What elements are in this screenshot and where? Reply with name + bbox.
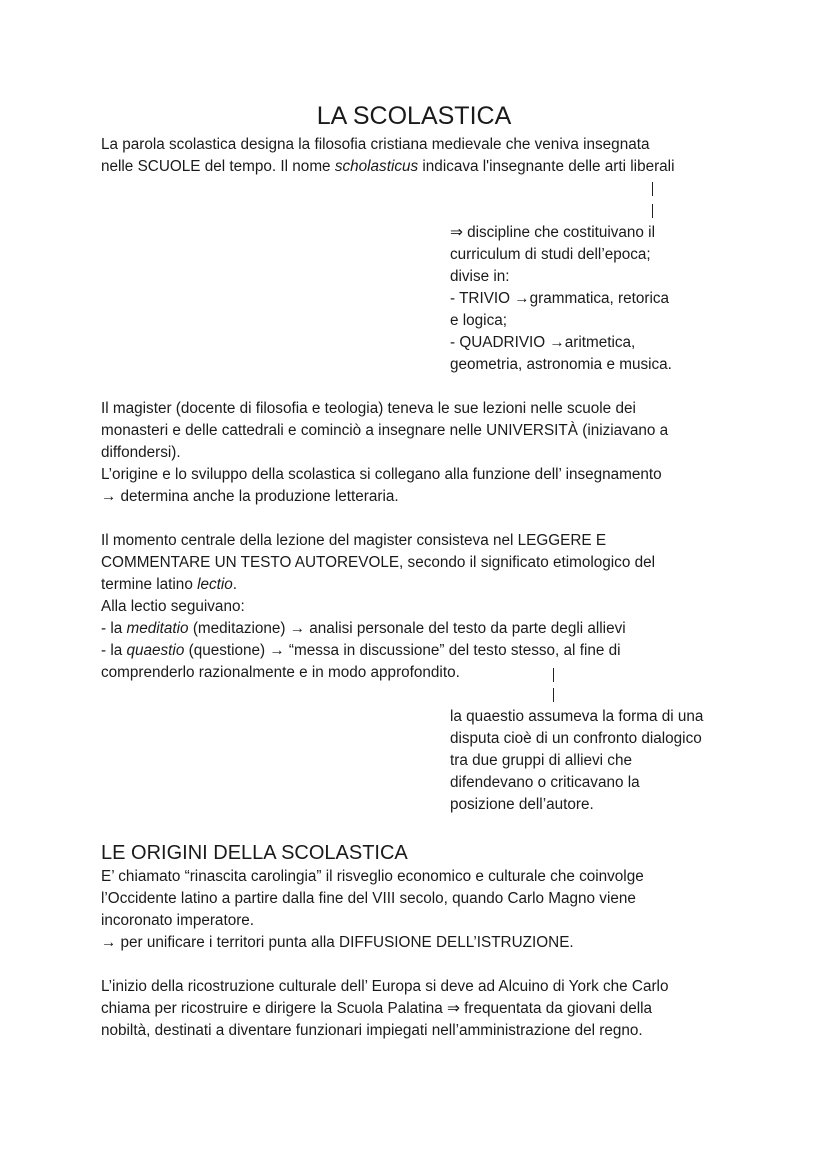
paragraph-line: L’inizio della ricostruzione culturale dell’ Europa si deve ad Alcuino di York che Carlo [101,978,669,995]
paragraph-line: E’ chiamato “rinascita carolingia” il risveglio economico e culturale che coinvolge [101,868,644,885]
paragraph-line: COMMENTARE UN TESTO AUTOREVOLE, secondo il significato etimologico del [101,554,655,571]
paragraph-line: diffondersi). [101,444,181,461]
intro-line [101,156,674,178]
list-item [101,640,621,662]
section-heading: LE ORIGINI DELLA SCOLASTICA [101,842,408,864]
italic-term: quaestio [126,642,185,659]
note-line: disputa cioè di un confronto dialogico [450,730,702,747]
text: - la [101,642,127,659]
paragraph-line: nobiltà, destinati a diventare funzionari impiegati nell’amministrazione del regno. [101,1022,643,1039]
paragraph-line: → per unificare i territori punta alla DIFFUSIONE DELL’ISTRUZIONE. [101,934,574,951]
paragraph-line: L’origine e lo sviluppo della scolastica si collegano alla funzione dell’ insegnamento [101,466,662,483]
paragraph-line: Il momento centrale della lezione del magister consisteva nel LEGGERE E [101,532,607,549]
paragraph-line: comprenderlo razionalmente e in modo approfondito. [101,664,460,681]
text: . [232,576,238,593]
note-line: curriculum di studi dell’epoca; [450,246,651,263]
paragraph-line [101,574,237,596]
connector-line [553,688,554,702]
paragraph-line: incoronato imperatore. [101,912,255,929]
note-line: e logica; [450,312,507,329]
intro-line: La parola scolastica designa la filosofia cristiana medievale che veniva insegnata [101,136,650,153]
note-line: - QUADRIVIO →aritmetica, [450,334,636,351]
list-item [101,618,626,640]
paragraph-line: l’Occidente latino a partire dalla fine del VIII secolo, quando Carlo Magno viene [101,890,636,907]
note-line: divise in: [450,268,510,285]
text: (meditazione) → analisi personale del testo da parte degli allievi [188,620,626,637]
text: (questione) → “messa in discussione” del testo stesso, al fine di [184,642,621,659]
paragraph-line: → determina anche la produzione letteraria. [101,488,399,505]
text: indicava l'insegnante delle arti liberali [418,158,675,175]
paragraph-line: chiama per ricostruire e dirigere la Scuola Palatina ⇒ frequentata da giovani della [101,1000,653,1017]
italic-term: lectio [197,576,233,593]
italic-term: meditatio [126,620,189,637]
connector-line [652,204,653,218]
page-title: LA SCOLASTICA [316,102,512,130]
text: nelle SCUOLE del tempo. Il nome [101,158,335,175]
connector-line [553,668,554,682]
paragraph-line: Il magister (docente di filosofia e teologia) teneva le sue lezioni nelle scuole dei [101,400,636,417]
paragraph-line: monasteri e delle cattedrali e cominciò a insegnare nelle UNIVERSITÀ (iniziavano a [101,422,669,439]
note-line: tra due gruppi di allievi che [450,752,632,769]
italic-term: scholasticus [334,158,419,175]
text: - la [101,620,127,637]
paragraph-line: Alla lectio seguivano: [101,598,245,615]
note-line: geometria, astronomia e musica. [450,356,672,373]
connector-line [652,182,653,196]
text: termine latino [101,576,198,593]
note-line: ⇒ discipline che costituivano il [450,224,655,241]
note-line: la quaestio assumeva la forma di una [450,708,704,725]
note-line: posizione dell’autore. [450,796,594,813]
note-line: difendevano o criticavano la [450,774,640,791]
note-line: - TRIVIO →grammatica, retorica [450,290,670,307]
